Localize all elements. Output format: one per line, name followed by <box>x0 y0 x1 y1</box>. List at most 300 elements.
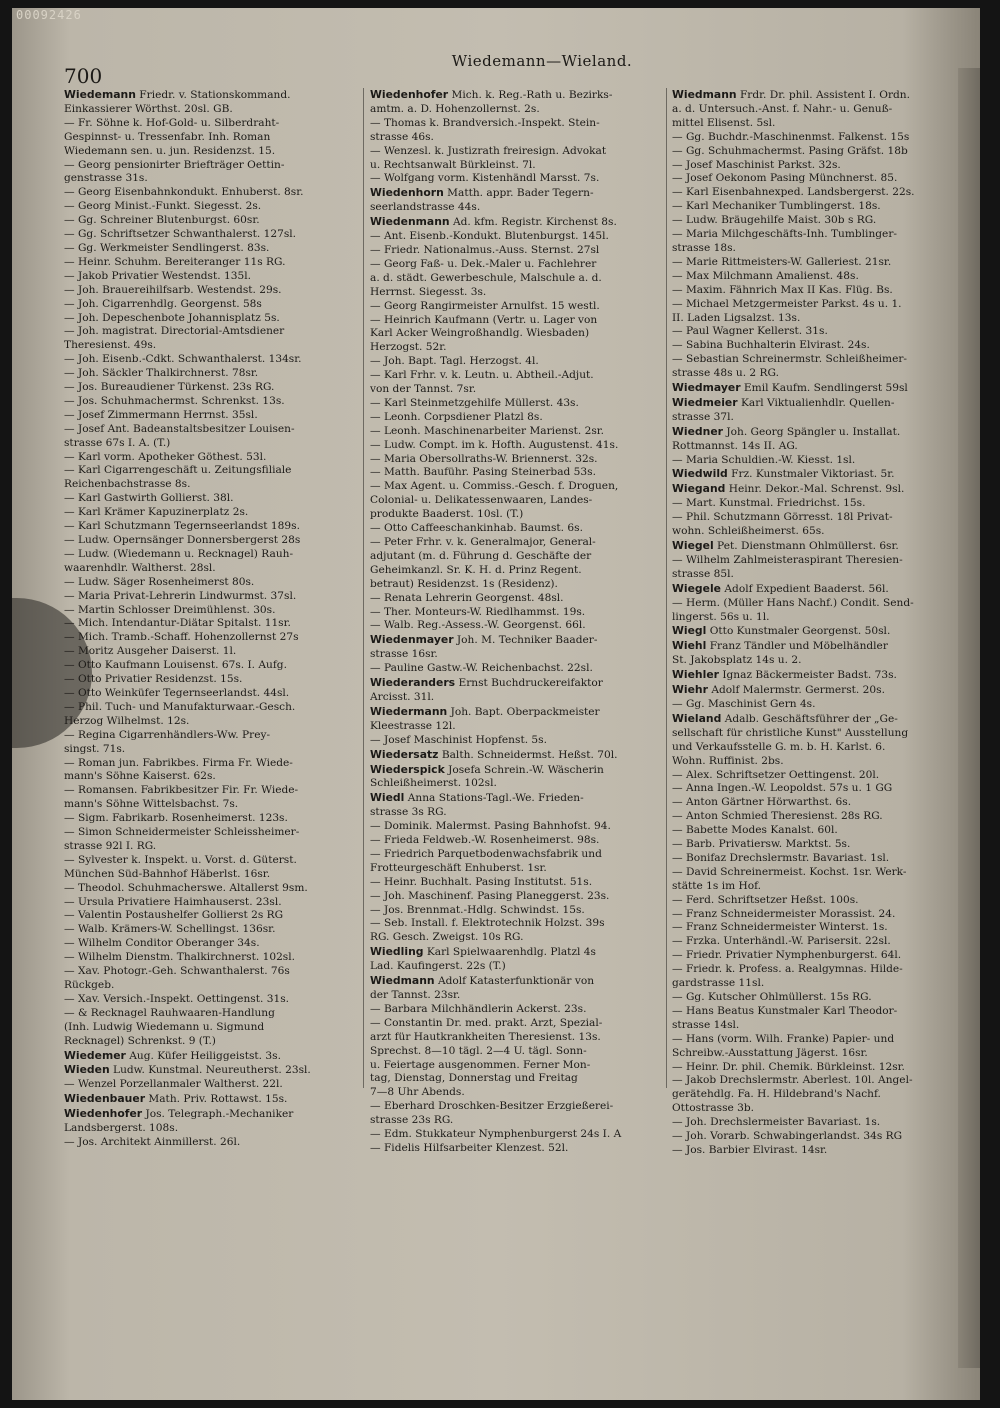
entry-text: Franz Tändler und Möbelhändler <box>706 640 888 653</box>
entry-surname: Wiedner <box>672 424 723 438</box>
entry-text: — Joh. Eisenb.-Cdkt. Schwanthalerst. 134sr. <box>64 353 302 366</box>
entry-text: — Fidelis Hilfsarbeiter Klenzest. 52l. <box>370 1141 569 1154</box>
column-3 <box>672 88 957 1158</box>
entry-text: — Maria Obersollraths-W. Briennerst. 32s. <box>370 452 598 465</box>
entry-text: — Joh. Drechslermeister Bavariast. 1s. <box>672 1116 881 1129</box>
entry-text: — Friedrich Parquetbodenwachsfabrik und <box>370 847 602 860</box>
entry-text: Einkassierer Wörthst. 20sl. GB. <box>64 102 233 115</box>
entry-text: genstrasse 31s. <box>64 172 148 185</box>
entry-text: Math. Priv. Rottawst. 15s. <box>145 1093 288 1106</box>
directory-entry <box>370 117 660 131</box>
entry-text: — Heinr. Buchhalt. Pasing Institutst. 51s. <box>370 875 593 888</box>
directory-entry <box>370 494 660 508</box>
directory-entry <box>672 894 957 908</box>
directory-entry <box>64 159 354 173</box>
directory-entry <box>370 619 660 633</box>
entry-text: — Franz Schneidermeister Winterst. 1s. <box>672 921 888 934</box>
entry-text: Mich. k. Reg.-Rath u. Bezirks- <box>448 89 613 101</box>
directory-entry <box>64 979 354 993</box>
entry-text: — Joh. magistrat. Directorial-Amtsdiener <box>64 325 285 338</box>
entry-text: — Wolfgang vorm. Kistenhändl Marsst. 7s. <box>370 172 600 185</box>
directory-entry <box>672 1088 957 1102</box>
entry-text: — Ludw. Compt. im k. Hofth. Augustenst. 41s. <box>370 438 619 451</box>
directory-entry <box>672 866 957 880</box>
entry-text: — Alex. Schriftsetzer Oettingenst. 20l. <box>672 768 880 781</box>
entry-text: — Heinrich Kaufmann (Vertr. u. Lager von <box>370 313 598 326</box>
directory-entry <box>370 145 660 159</box>
directory-entry <box>370 691 660 705</box>
directory-entry <box>672 298 957 312</box>
running-head: Wiedemann—Wieland. <box>451 52 633 70</box>
entry-surname: Wiegele <box>672 581 722 595</box>
directory-entry <box>672 838 957 852</box>
entry-text: 7—8 Uhr Abends. <box>370 1086 465 1099</box>
entry-text: — Simon Schneidermeister Schleissheimer- <box>64 826 300 839</box>
directory-entry <box>672 467 957 482</box>
directory-entry <box>672 214 957 228</box>
entry-text: — Michael Metzgermeister Parkst. 4s u. 1. <box>672 297 902 310</box>
directory-entry <box>672 145 957 159</box>
entry-text: Kleestrasse 12l. <box>370 719 456 732</box>
entry-text: — Karl Eisenbahnexped. Landsbergerst. 22s. <box>672 186 915 199</box>
directory-entry <box>370 103 660 117</box>
page-edge-shadow <box>958 68 980 1368</box>
entry-text: Adolf Expedient Baaderst. 56l. <box>721 582 889 595</box>
entry-surname: Wieland <box>672 711 722 725</box>
entry-text: — Josef Maschinist Parkst. 32s. <box>672 158 841 171</box>
directory-entry <box>370 606 660 620</box>
entry-text: — Georg pensionirter Briefträger Oettin- <box>64 158 285 171</box>
entry-surname: Wiedl <box>370 791 405 805</box>
directory-entry <box>672 325 957 339</box>
entry-text: Herrnst. Siegesst. 3s. <box>370 285 487 298</box>
directory-entry <box>672 624 957 639</box>
entry-text: — Sylvester k. Inspekt. u. Vorst. d. Güterst. <box>64 853 297 866</box>
entry-text: — Babette Modes Kanalst. 60l. <box>672 824 838 837</box>
directory-entry <box>64 631 354 645</box>
directory-entry <box>672 908 957 922</box>
entry-text: Adalb. Geschäftsführer der „Ge- <box>721 712 898 725</box>
directory-entry <box>370 791 660 806</box>
entry-text: Anna Stations-Tagl.-We. Frieden- <box>404 792 584 805</box>
entry-text: Joh. Bapt. Oberpackmeister <box>447 705 600 718</box>
directory-entry <box>672 497 957 511</box>
entry-text: Adolf Katasterfunktionär von <box>434 975 595 988</box>
entry-text: Herzogst. 52r. <box>370 341 447 354</box>
entry-text: — Peter Frhr. v. k. Generalmajor, General- <box>370 536 596 548</box>
directory-entry <box>64 854 354 868</box>
directory-entry <box>672 200 957 214</box>
directory-entry <box>370 917 660 931</box>
entry-text: produkte Baaderst. 10sl. (T.) <box>370 508 524 521</box>
entry-text: — Fr. Söhne k. Hof-Gold- u. Silberdraht- <box>64 116 280 129</box>
entry-surname: Wiegel <box>672 539 714 552</box>
entry-text: — Karl Mechaniker Tumblingerst. 18s. <box>672 200 881 213</box>
entry-text: Herzog Wilhelmst. 12s. <box>64 714 190 727</box>
entry-text: — Wenzesl. k. Justizrath freiresign. Advokat <box>370 144 607 157</box>
entry-text: Rottmannst. 14s II. AG. <box>672 439 798 452</box>
entry-text: Schreibw.-Ausstattung Jägerst. 16sr. <box>672 1046 868 1059</box>
entry-text: lingerst. 56s u. 1l. <box>672 610 770 623</box>
entry-text: — Jakob Privatier Westendst. 135l. <box>64 269 251 282</box>
entry-text: sellschaft für christliche Kunst" Ausstellung <box>672 726 909 739</box>
directory-entry <box>370 834 660 848</box>
directory-entry <box>370 1031 660 1045</box>
entry-text: — Maria Schuldien.-W. Kiesst. 1sl. <box>672 453 856 466</box>
directory-entry <box>672 741 957 755</box>
directory-entry <box>64 840 354 854</box>
entry-text: — Ferd. Schriftsetzer Heßst. 100s. <box>672 893 859 906</box>
directory-entry <box>64 145 354 159</box>
entry-text: — Leonh. Corpsdiener Platzl 8s. <box>370 410 543 423</box>
directory-entry <box>64 506 354 520</box>
column-2 <box>370 88 660 1156</box>
entry-text: — Mich. Tramb.-Schaff. Hohenzollernst 27s <box>64 631 299 644</box>
directory-entry <box>672 131 957 145</box>
directory-entry <box>64 478 354 492</box>
directory-entry <box>370 578 660 592</box>
entry-surname: Wiedermann <box>370 704 448 718</box>
entry-text: von der Tannst. 7sr. <box>370 383 477 396</box>
entry-text: — Friedr. Nationalmus.-Auss. Sternst. 27sl <box>370 243 600 256</box>
directory-entry <box>672 796 957 810</box>
directory-entry <box>370 1114 660 1128</box>
entry-text: Friedr. v. Stationskommand. <box>135 89 291 101</box>
directory-entry <box>370 820 660 834</box>
directory-entry <box>370 989 660 1003</box>
entry-text: — Mart. Kunstmal. Friedrichst. 15s. <box>672 497 866 510</box>
directory-entry <box>64 923 354 937</box>
entry-surname: Wiedwild <box>672 467 728 481</box>
entry-text: Jos. Telegraph.-Mechaniker <box>142 1108 294 1121</box>
entry-text: Pet. Dienstmann Ohlmüllerst. 6sr. <box>713 540 899 552</box>
directory-entry <box>370 536 660 550</box>
entry-text: — Gg. Kutscher Ohlmüllerst. 15s RG. <box>672 991 872 1003</box>
entry-text: Karl Acker Weingroßhandlg. Wiesbaden) <box>370 327 590 340</box>
directory-entry <box>370 186 660 201</box>
directory-entry <box>64 645 354 659</box>
entry-text: — Jos. Schuhmachermst. Schrenkst. 13s. <box>64 394 285 407</box>
entry-text: — Karl Frhr. v. k. Leutn. u. Abtheil.-Adjut. <box>370 369 594 382</box>
directory-entry <box>672 977 957 991</box>
directory-entry <box>672 1144 957 1158</box>
entry-text: — Josef Oekonom Pasing Münchnerst. 85. <box>672 172 898 185</box>
directory-entry <box>672 683 957 698</box>
entry-text: — Walb. Reg.-Assess.-W. Georgenst. 66l. <box>370 619 586 632</box>
entry-text: — Gg. Schreiner Blutenburgst. 60sr. <box>64 214 260 227</box>
entry-text: strasse 23s RG. <box>370 1114 454 1127</box>
directory-entry <box>672 482 957 497</box>
entry-surname: Wiegand <box>672 482 726 496</box>
entry-text: — Walb. Krämers-W. Schellingst. 136sr. <box>64 923 276 936</box>
entry-text: — Jos. Barbier Elvirast. 14sr. <box>672 1143 828 1156</box>
entry-surname: Wiedling <box>370 945 424 959</box>
directory-entry <box>370 806 660 820</box>
directory-entry <box>672 1102 957 1116</box>
directory-entry <box>370 960 660 974</box>
entry-text: a. d. Untersuch.-Anst. f. Nahr.- u. Genuß- <box>672 102 893 115</box>
directory-entry <box>370 1017 660 1031</box>
entry-text: — Wilhelm Dienstm. Thalkirchnerst. 102sl. <box>64 951 295 964</box>
directory-entry <box>672 611 957 625</box>
directory-entry <box>64 520 354 534</box>
entry-text: strasse 67s I. A. (T.) <box>64 436 171 449</box>
directory-entry <box>672 88 957 103</box>
entry-text: — Wenzel Porzellanmaler Waltherst. 22l. <box>64 1078 283 1091</box>
entry-text: — David Schreinermeist. Kochst. 1sr. Werk- <box>672 865 907 878</box>
directory-entry <box>370 88 660 103</box>
entry-text: — Jos. Bureaudiener Türkenst. 23s RG. <box>64 381 275 394</box>
entry-text: — Frieda Feldweb.-W. Rosenheimerst. 98s. <box>370 834 600 847</box>
entry-text: — Gg. Buchdr.-Maschinenmst. Falkenst. 15s <box>672 130 910 143</box>
entry-text: — Renata Lehrerin Georgenst. 48sl. <box>370 591 564 604</box>
entry-surname: Wiedenmayer <box>370 633 454 647</box>
entry-text: Frz. Kunstmaler Viktoriast. 5r. <box>727 468 895 481</box>
directory-entry <box>672 381 957 396</box>
entry-text: — Joh. Brauereihilfsarb. Westendst. 29s. <box>64 283 282 296</box>
entry-text: adjutant (m. d. Führung d. Geschäfte der <box>370 549 592 562</box>
entry-text: Gespinnst- u. Tressenfabr. Inh. Roman <box>64 130 271 143</box>
directory-entry <box>370 876 660 890</box>
directory-entry <box>370 662 660 676</box>
directory-entry <box>370 314 660 328</box>
directory-entry <box>672 1130 957 1144</box>
directory-entry <box>64 868 354 882</box>
directory-entry <box>672 440 957 454</box>
entry-surname: Wiedemann <box>64 88 136 101</box>
entry-text: — Anton Schmied Theresienst. 28s RG. <box>672 810 883 823</box>
directory-entry <box>672 597 957 611</box>
entry-text: — Heinr. Schuhm. Bereiteranger 11s RG. <box>64 255 286 268</box>
directory-entry <box>370 383 660 397</box>
directory-entry <box>64 339 354 353</box>
directory-entry <box>64 200 354 214</box>
directory-entry <box>672 1116 957 1130</box>
directory-entry <box>672 1033 957 1047</box>
directory-entry <box>64 117 354 131</box>
directory-entry <box>370 411 660 425</box>
directory-entry <box>64 1122 354 1136</box>
directory-entry <box>370 1142 660 1156</box>
entry-text: — Josef Maschinist Hopfenst. 5s. <box>370 733 547 746</box>
entry-text: — Barb. Privatiersw. Marktst. 5s. <box>672 838 851 851</box>
directory-entry <box>672 367 957 381</box>
entry-text: — Roman jun. Fabrikbes. Firma Fr. Wiede- <box>64 756 293 769</box>
directory-entry <box>64 784 354 798</box>
directory-entry <box>370 355 660 369</box>
entry-text: — Thomas k. Brandversich.-Inspekt. Stein- <box>370 116 600 129</box>
directory-entry <box>370 648 660 662</box>
directory-entry <box>370 1100 660 1114</box>
entry-text: Theresienst. 49s. <box>64 339 157 352</box>
entry-text: mann's Söhne Wittelsbachst. 7s. <box>64 798 239 811</box>
entry-text: RG. Gesch. Zweigst. 10s RG. <box>370 931 524 944</box>
entry-text: — Karl Steinmetzgehilfe Müllerst. 43s. <box>370 396 579 409</box>
entry-text: Josefa Schrein.-W. Wäscherin <box>444 763 604 776</box>
entry-text: St. Jakobsplatz 14s u. 2. <box>672 654 802 667</box>
directory-entry <box>672 852 957 866</box>
entry-text: — Pauline Gastw.-W. Reichenbachst. 22sl. <box>370 662 593 675</box>
entry-text: gerätehdlg. Fa. H. Hildebrand's Nachf. <box>672 1088 881 1101</box>
directory-entry <box>672 454 957 468</box>
directory-entry <box>672 755 957 769</box>
entry-text: — Barbara Milchhändlerin Ackerst. 23s. <box>370 1002 587 1015</box>
entry-text: u. Feiertage ausgenommen. Ferner Mon- <box>370 1058 591 1071</box>
directory-entry <box>370 564 660 578</box>
directory-entry <box>672 568 957 582</box>
directory-entry <box>64 909 354 923</box>
entry-text: — Maxim. Fähnrich Max II Kas. Flüg. Bs. <box>672 283 893 296</box>
directory-entry <box>672 769 957 783</box>
entry-text: Reichenbachstrasse 8s. <box>64 478 191 491</box>
directory-entry <box>64 214 354 228</box>
entry-surname: Wiedemer <box>64 1048 126 1062</box>
entry-text: — Ludw. Bräugehilfe Maist. 30b s RG. <box>672 214 877 227</box>
directory-entry <box>672 256 957 270</box>
directory-entry <box>64 1007 354 1021</box>
directory-entry <box>64 1092 354 1107</box>
directory-entry <box>672 425 957 440</box>
column-1 <box>64 88 354 1150</box>
directory-entry <box>64 576 354 590</box>
directory-entry <box>370 272 660 286</box>
entry-text: Wiedemann sen. u. jun. Residenzst. 15. <box>64 144 276 157</box>
entry-surname: Wiedersatz <box>370 747 439 761</box>
directory-entry <box>672 396 957 411</box>
entry-text: seerlandstrasse 44s. <box>370 201 481 214</box>
directory-entry <box>672 639 957 654</box>
entry-text: — Phil. Tuch- und Manufakturwaar.-Gesch. <box>64 700 296 713</box>
directory-entry <box>672 921 957 935</box>
directory-entry <box>370 777 660 791</box>
entry-text: — Herm. (Müller Hans Nachf.) Condit. Send- <box>672 596 914 609</box>
entry-text: — Martin Schlosser Dreimühlenst. 30s. <box>64 603 276 616</box>
directory-entry <box>64 172 354 186</box>
entry-text: — Gg. Werkmeister Sendlingerst. 83s. <box>64 241 270 254</box>
directory-entry <box>672 411 957 425</box>
entry-text: — Romansen. Fabrikbesitzer Fir. Fr. Wiede- <box>64 784 299 797</box>
directory-entry <box>672 1019 957 1033</box>
directory-entry <box>64 937 354 951</box>
directory-entry <box>672 582 957 597</box>
directory-entry <box>672 117 957 131</box>
entry-text: — Georg Minist.-Funkt. Siegesst. 2s. <box>64 200 262 213</box>
entry-surname: Wiedmann <box>370 974 435 988</box>
entry-text: waarenhdlr. Waltherst. 28sl. <box>64 561 216 574</box>
directory-entry <box>64 256 354 270</box>
directory-entry <box>64 798 354 812</box>
entry-text: Recknagel) Schrenkst. 9 (T.) <box>64 1034 216 1047</box>
directory-entry <box>370 550 660 564</box>
entry-text: — Georg Eisenbahnkondukt. Enhuberst. 8sr. <box>64 186 304 199</box>
directory-entry <box>672 270 957 284</box>
entry-surname: Wiedenhofer <box>370 88 449 101</box>
directory-entry <box>370 720 660 734</box>
directory-entry <box>672 880 957 894</box>
entry-text: — Regina Cigarrenhändlers-Ww. Prey- <box>64 728 271 741</box>
entry-text: strasse 16sr. <box>370 648 438 661</box>
entry-text: Karl Viktualienhdlr. Quellen- <box>737 396 895 409</box>
directory-entry <box>370 230 660 244</box>
entry-text: — Hans Beatus Kunstmaler Karl Theodor- <box>672 1004 898 1017</box>
directory-entry <box>672 949 957 963</box>
directory-entry <box>64 659 354 673</box>
entry-text: — Ursula Privatiere Haimhauserst. 23sl. <box>64 895 282 908</box>
directory-entry <box>672 1005 957 1019</box>
directory-entry <box>672 525 957 539</box>
directory-entry <box>64 353 354 367</box>
directory-entry <box>64 757 354 771</box>
directory-page <box>12 8 980 1400</box>
directory-entry <box>672 1074 957 1088</box>
directory-entry <box>64 325 354 339</box>
directory-entry <box>370 974 660 989</box>
entry-text: — Xav. Photogr.-Geh. Schwanthalerst. 76s <box>64 965 290 978</box>
directory-entry <box>64 965 354 979</box>
directory-entry <box>672 1061 957 1075</box>
entry-text: — Maria Milchgeschäfts-Inh. Tumblinger- <box>672 228 897 241</box>
entry-text: — Otto Kaufmann Louisenst. 67s. I. Aufg. <box>64 659 287 672</box>
entry-text: — Jos. Brennmat.-Hdlg. Schwindst. 15s. <box>370 903 585 916</box>
directory-entry <box>370 286 660 300</box>
directory-entry <box>64 464 354 478</box>
entry-text: — Karl vorm. Apotheker Göthest. 53l. <box>64 450 267 463</box>
directory-entry <box>672 103 957 117</box>
entry-text: strasse 37l. <box>672 410 734 423</box>
entry-text: — Paul Wagner Kellerst. 31s. <box>672 325 828 338</box>
entry-text: amtm. a. D. Hohenzollernst. 2s. <box>370 102 540 115</box>
directory-entry <box>64 367 354 381</box>
directory-entry <box>370 397 660 411</box>
directory-entry <box>64 534 354 548</box>
entry-surname: Wiederanders <box>370 676 456 690</box>
entry-text: — Ludw. (Wiedemann u. Recknagel) Rauh- <box>64 547 294 560</box>
entry-text: — Otto Weinküfer Tegernseerlandst. 44sl. <box>64 686 290 699</box>
directory-entry <box>672 963 957 977</box>
entry-text: tag, Dienstag, Donnerstag und Freitag <box>370 1072 578 1085</box>
directory-entry <box>370 172 660 186</box>
entry-text: Matth. appr. Bader Tegern- <box>443 187 594 200</box>
directory-entry <box>672 353 957 367</box>
directory-entry <box>672 810 957 824</box>
directory-entry <box>64 1049 354 1064</box>
directory-entry <box>64 312 354 326</box>
directory-entry <box>370 676 660 691</box>
directory-entry <box>370 480 660 494</box>
directory-entry <box>64 1035 354 1049</box>
entry-text: — Georg Rangirmeister Arnulfst. 15 westl. <box>370 299 600 312</box>
directory-entry <box>370 592 660 606</box>
directory-entry <box>370 131 660 145</box>
directory-entry <box>64 604 354 618</box>
entry-text: — Marie Rittmeisters-W. Galleriest. 21sr. <box>672 255 892 268</box>
entry-surname: Wiedmeier <box>672 395 738 409</box>
entry-text: wohn. Schleißheimerst. 65s. <box>672 525 825 538</box>
directory-entry <box>370 244 660 258</box>
directory-entry <box>672 242 957 256</box>
directory-entry <box>672 511 957 525</box>
entry-text: Arcisst. 31l. <box>370 690 435 703</box>
entry-text: strasse 14sl. <box>672 1018 740 1031</box>
entry-text: arzt für Hautkrankheiten Theresienst. 13s. <box>370 1030 601 1043</box>
entry-text: — Gg. Maschinist Gern 4s. <box>672 697 816 710</box>
entry-text: — Franz Schneidermeister Morassist. 24. <box>672 907 896 920</box>
entry-text: — Friedr. k. Profess. a. Realgymnas. Hilde- <box>672 963 903 976</box>
entry-text: Joh. Georg Spängler u. Installat. <box>723 425 901 438</box>
entry-text: Otto Kunstmaler Georgenst. 50sl. <box>706 625 891 638</box>
entry-surname: Wiegl <box>672 624 707 638</box>
entry-surname: Wiedmayer <box>672 381 741 395</box>
